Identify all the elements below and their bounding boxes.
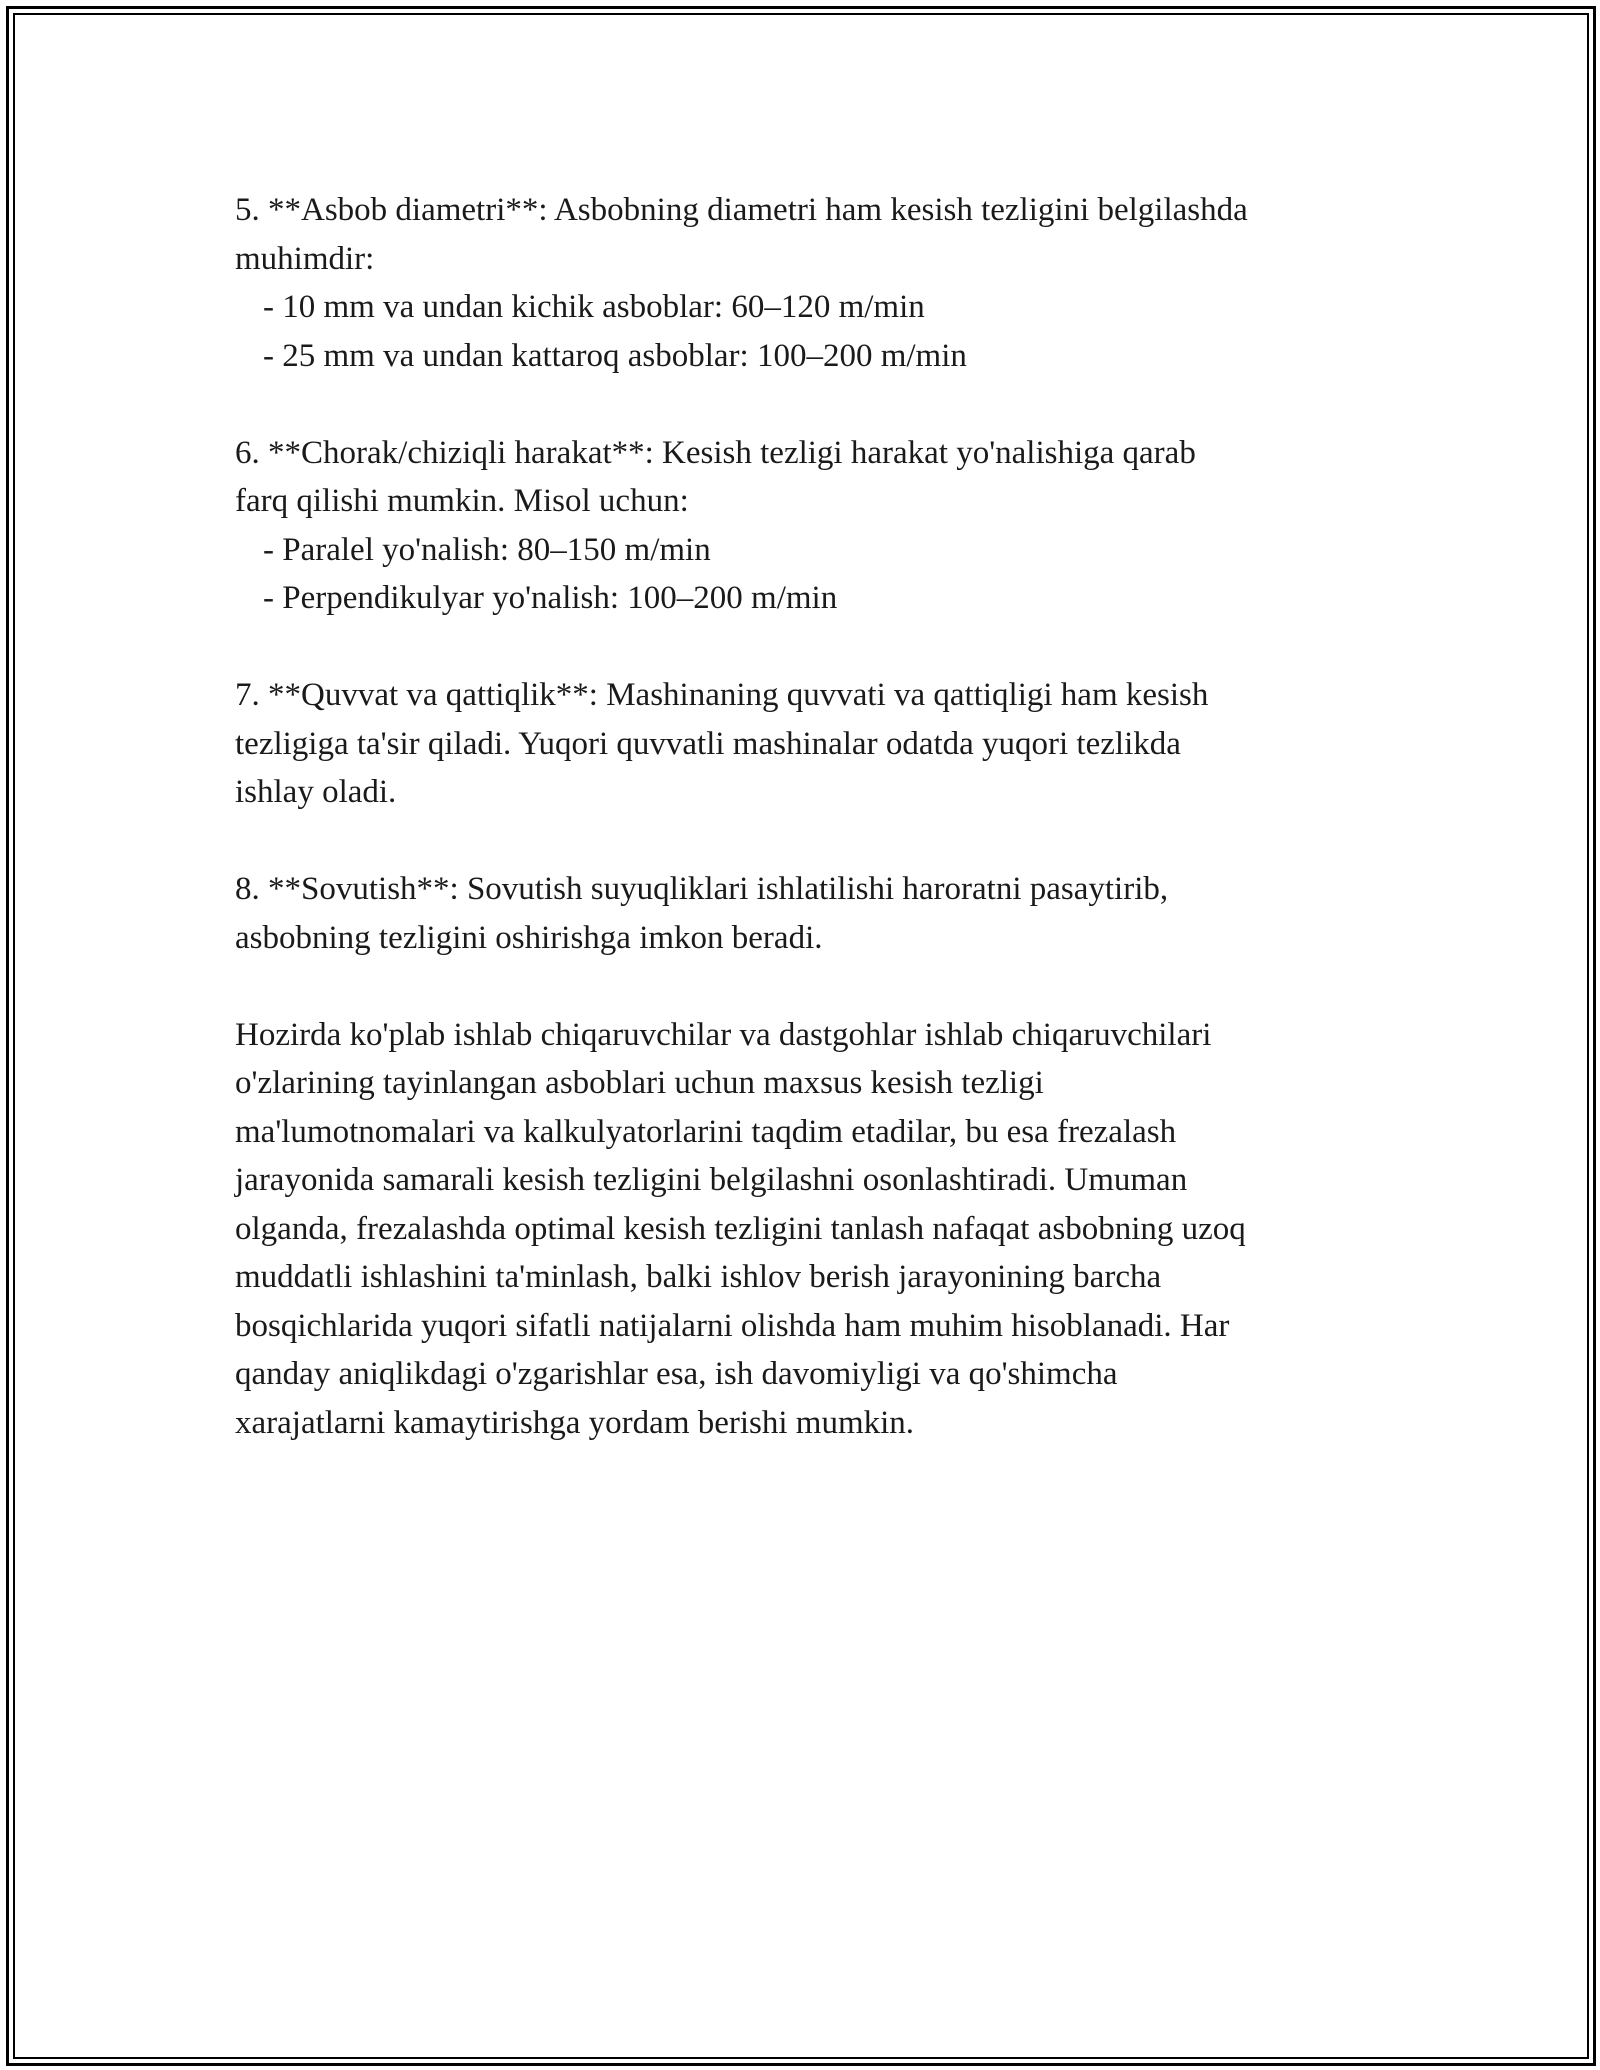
list-item-8 (235, 865, 1395, 962)
paragraph-line: ma'lumotnomalari va kalkulyatorlarini taqdim etadilar, bu esa frezalash (235, 1113, 1177, 1150)
sub-bullet: - Paralel yo'nalish: 80–150 m/min (263, 531, 711, 568)
paragraph-line: ishlay oladi. (235, 774, 397, 810)
paragraph-line: Hozirda ko'plab ishlab chiqaruvchilar va dastgohlar ishlab chiqaruvchilari (235, 1016, 1212, 1053)
document-body (235, 186, 1395, 1496)
sub-bullet: - Perpendikulyar yo'nalish: 100–200 m/min (263, 580, 838, 616)
sub-bullet: - 10 mm va undan kichik asboblar: 60–120 m/min (263, 289, 925, 325)
paragraph-line: o'zlarining tayinlangan asboblari uchun maxsus kesish tezligi (235, 1065, 1044, 1101)
conclusion-paragraph (235, 1011, 1395, 1448)
paragraph-line: muhimdir: (235, 240, 375, 277)
list-item-6 (235, 429, 1395, 623)
sub-bullet: - 25 mm va undan kattaroq asboblar: 100–200 m/min (263, 337, 967, 374)
paragraph-line: tezligiga ta'sir qiladi. Yuqori quvvatli mashinalar odatda yuqori tezlikda (235, 725, 1181, 762)
paragraph-line: jarayonida samarali kesish tezligini belgilashni osonlashtiradi. Umuman (235, 1162, 1188, 1198)
paragraph-line: farq qilishi mumkin. Misol uchun: (235, 483, 689, 519)
paragraph-line: xarajatlarni kamaytirishga yordam berishi mumkin. (235, 1404, 915, 1441)
paragraph-line: 8. **Sovutish**: Sovutish suyuqliklari ishlatilishi haroratni pasaytirib, (235, 871, 1169, 907)
paragraph-line: qanday aniqlikdagi o'zgarishlar esa, ish davomiyligi va qo'shimcha (235, 1356, 1118, 1392)
list-item-5 (235, 186, 1395, 380)
paragraph-line: muddatli ishlashini ta'minlash, balki ishlov berish jarayonining barcha (235, 1259, 1162, 1295)
paragraph-line: 7. **Quvvat va qattiqlik**: Mashinaning quvvati va qattiqligi ham kesish (235, 677, 1209, 713)
paragraph-line: 5. **Asbob diametri**: Asbobning diametri ham kesish tezligini belgilashda (235, 192, 1248, 228)
paragraph-line: 6. **Chorak/chiziqli harakat**: Kesish tezligi harakat yo'nalishiga qarab (235, 434, 1196, 471)
paragraph-line: bosqichlarida yuqori sifatli natijalarni olishda ham muhim hisoblanadi. Har (235, 1307, 1230, 1344)
paragraph-line: olganda, frezalashda optimal kesish tezligini tanlash nafaqat asbobning uzoq (235, 1210, 1246, 1247)
paragraph-line: asbobning tezligini oshirishga imkon beradi. (235, 919, 823, 956)
list-item-7 (235, 671, 1395, 817)
